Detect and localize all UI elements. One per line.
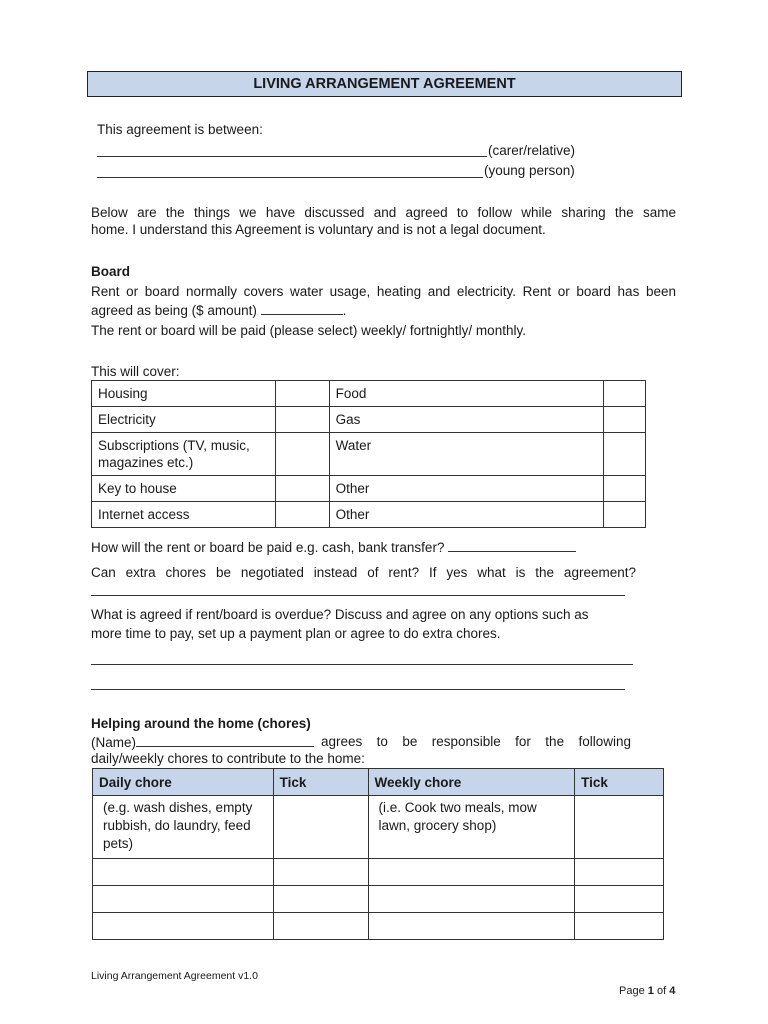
- table-row: [92, 476, 646, 502]
- cover-tick-cell[interactable]: [275, 476, 329, 502]
- table-row: [92, 433, 646, 476]
- carer-name-field[interactable]: [97, 144, 487, 157]
- intro-paragraph-line-1: Below are the things we have discussed and agreed to follow while sharing the same: [91, 205, 676, 220]
- chores-name-label: (Name): [91, 735, 137, 750]
- cover-label: This will cover:: [91, 364, 180, 379]
- intro-paragraph-line-2: home. I understand this Agreement is voluntary and is not a legal document.: [91, 222, 546, 237]
- chore-tick-cell[interactable]: [575, 886, 664, 913]
- chores-heading: Helping around the home (chores): [91, 716, 311, 731]
- cover-item: Other: [329, 476, 603, 502]
- chore-tick-cell[interactable]: [273, 913, 368, 940]
- weekly-chore-cell[interactable]: [368, 886, 575, 913]
- cover-tick-cell[interactable]: [275, 433, 329, 476]
- cover-table: [91, 380, 646, 528]
- weekly-chore-example[interactable]: (i.e. Cook two meals, mow lawn, grocery shop): [368, 796, 575, 859]
- cover-tick-cell[interactable]: [275, 381, 329, 407]
- weekly-chore-cell[interactable]: [368, 859, 575, 886]
- footer-document-name: Living Arrangement Agreement v1.0: [91, 970, 258, 982]
- cover-item: Key to house: [92, 476, 276, 502]
- overdue-answer-field-2[interactable]: [91, 677, 625, 690]
- table-header-row: [93, 769, 664, 796]
- cover-item: Water: [329, 433, 603, 476]
- cover-tick-cell[interactable]: [604, 407, 646, 433]
- board-line-2: [91, 302, 346, 318]
- cover-tick-cell[interactable]: [604, 433, 646, 476]
- chore-tick-cell[interactable]: [575, 796, 664, 859]
- footer-page-number: [619, 985, 675, 997]
- daily-chore-header: Daily chore: [93, 769, 274, 796]
- chore-tick-cell[interactable]: [273, 859, 368, 886]
- daily-chore-cell[interactable]: [93, 913, 274, 940]
- chore-tick-cell[interactable]: [575, 859, 664, 886]
- table-row: [92, 381, 646, 407]
- payment-method-question: [91, 539, 576, 555]
- cover-tick-cell[interactable]: [275, 502, 329, 528]
- tick-header: Tick: [575, 769, 664, 796]
- daily-chore-cell[interactable]: [93, 886, 274, 913]
- weekly-chore-header: Weekly chore: [368, 769, 575, 796]
- board-payment-frequency: The rent or board will be paid (please select) weekly/ fortnightly/ monthly.: [91, 323, 526, 338]
- chores-line-1-rest: agrees to be responsible for the following: [321, 734, 631, 749]
- overdue-answer-field-1[interactable]: [91, 652, 633, 665]
- chore-tick-cell[interactable]: [575, 913, 664, 940]
- table-row: [92, 407, 646, 433]
- page-word: Page: [619, 985, 645, 997]
- page-current: 1: [647, 985, 654, 997]
- cover-tick-cell[interactable]: [604, 381, 646, 407]
- board-heading: Board: [91, 264, 131, 279]
- chores-name-field[interactable]: [136, 734, 314, 747]
- cover-item: Subscriptions (TV, music, magazines etc.): [92, 433, 276, 476]
- daily-chore-example[interactable]: (e.g. wash dishes, empty rubbish, do laundry, feed pets): [93, 796, 274, 859]
- chore-tick-cell[interactable]: [273, 796, 368, 859]
- chores-line-1: [91, 734, 631, 750]
- table-row: [92, 502, 646, 528]
- weekly-chore-cell[interactable]: [368, 913, 575, 940]
- extra-chores-question: Can extra chores be negotiated instead of rent? If yes what is the agreement?: [91, 565, 636, 580]
- cover-item: Housing: [92, 381, 276, 407]
- chores-table: [92, 768, 664, 940]
- cover-item: Other: [329, 502, 603, 528]
- board-amount-field[interactable]: [261, 302, 343, 315]
- young-person-name-field[interactable]: [97, 165, 483, 178]
- table-row: [93, 796, 664, 859]
- page-of: of: [656, 985, 667, 997]
- chore-tick-cell[interactable]: [273, 886, 368, 913]
- carer-label: (carer/relative): [488, 143, 576, 158]
- board-amount-period: .: [342, 303, 347, 318]
- table-row: [93, 886, 664, 913]
- cover-item: Gas: [329, 407, 603, 433]
- board-line-1: Rent or board normally covers water usage, heating and electricity. Rent or board has been: [91, 284, 676, 299]
- daily-chore-cell[interactable]: [93, 859, 274, 886]
- cover-item: Internet access: [92, 502, 276, 528]
- table-row: [93, 859, 664, 886]
- chores-line-2: daily/weekly chores to contribute to the home:: [91, 751, 365, 766]
- payment-method-label: How will the rent or board be paid e.g. cash, bank transfer?: [91, 540, 449, 555]
- payment-method-field[interactable]: [448, 539, 576, 552]
- overdue-question-line-2: more time to pay, set up a payment plan or agree to do extra chores.: [91, 626, 501, 641]
- overdue-question-line-1: What is agreed if rent/board is overdue? Discuss and agree on any options such as: [91, 607, 589, 622]
- young-person-label: (young person): [484, 163, 575, 178]
- cover-tick-cell[interactable]: [604, 476, 646, 502]
- cover-tick-cell[interactable]: [604, 502, 646, 528]
- board-amount-label: agreed as being ($ amount): [91, 303, 261, 318]
- tick-header: Tick: [273, 769, 368, 796]
- cover-item: Electricity: [92, 407, 276, 433]
- cover-tick-cell[interactable]: [275, 407, 329, 433]
- table-row: [93, 913, 664, 940]
- page-total: 4: [669, 985, 676, 997]
- parties-intro: This agreement is between:: [97, 122, 263, 137]
- page-title: LIVING ARRANGEMENT AGREEMENT: [87, 71, 682, 97]
- cover-item: Food: [329, 381, 603, 407]
- extra-chores-answer-field[interactable]: [91, 583, 625, 596]
